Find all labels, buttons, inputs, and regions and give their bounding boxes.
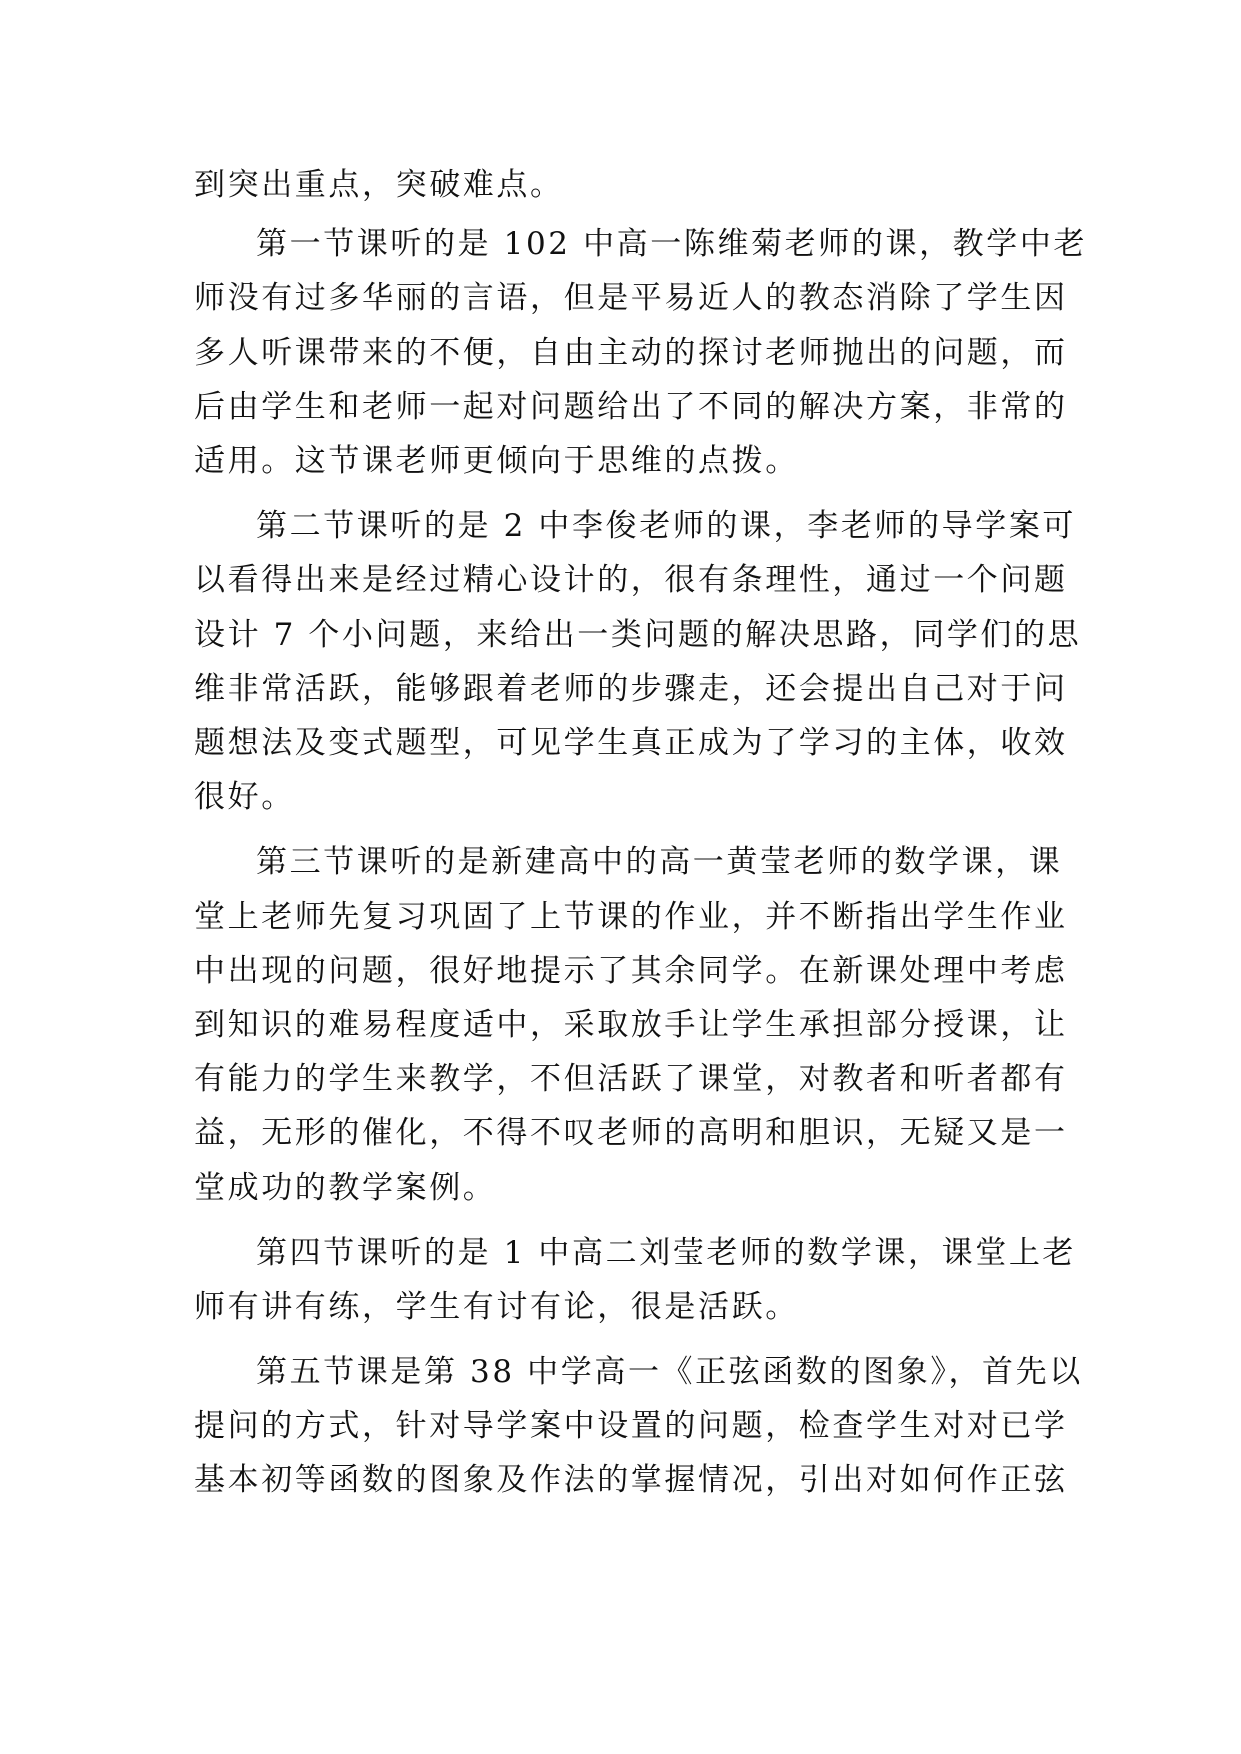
text-line: 设计 7 个小问题，来给出一类问题的解决思路，同学们的思 bbox=[194, 617, 1082, 653]
text-line: 维非常活跃，能够跟着老师的步骤走，还会提出自己对于问 bbox=[194, 671, 1068, 707]
text-line: 堂上老师先复习巩固了上节课的作业，并不断指出学生作业 bbox=[194, 899, 1068, 935]
text-line: 提问的方式，针对导学案中设置的问题，检查学生对对已学 bbox=[194, 1408, 1068, 1444]
text-line: 师有讲有练，学生有讨有论，很是活跃。 bbox=[194, 1289, 799, 1325]
text-line: 到突出重点，突破难点。 bbox=[194, 167, 564, 203]
text-line: 基本初等函数的图象及作法的掌握情况，引出对如何作正弦 bbox=[194, 1462, 1068, 1498]
paragraph-first-line: 第一节课听的是 102 中高一陈维菊老师的课，教学中老 bbox=[256, 226, 1088, 262]
paragraph-first-line: 第四节课听的是 1 中高二刘莹老师的数学课，课堂上老 bbox=[256, 1235, 1077, 1271]
text-line: 题想法及变式题型，可见学生真正成为了学习的主体，收效 bbox=[194, 725, 1068, 761]
paragraph-first-line: 第三节课听的是新建高中的高一黄莹老师的数学课，课 bbox=[256, 844, 1063, 880]
paragraph-first-line: 第五节课是第 38 中学高一《正弦函数的图象》，首先以 bbox=[256, 1354, 1083, 1390]
text-line: 多人听课带来的不便，自由主动的探讨老师抛出的问题，而 bbox=[194, 335, 1068, 371]
paragraph-first-line: 第二节课听的是 2 中李俊老师的课，李老师的导学案可 bbox=[256, 508, 1077, 544]
text-line: 到知识的难易程度适中，采取放手让学生承担部分授课，让 bbox=[194, 1007, 1068, 1043]
text-line: 适用。这节课老师更倾向于思维的点拨。 bbox=[194, 443, 799, 479]
text-line: 益，无形的催化，不得不叹老师的高明和胆识，无疑又是一 bbox=[194, 1115, 1068, 1151]
text-line: 后由学生和老师一起对问题给出了不同的解决方案，非常的 bbox=[194, 389, 1068, 425]
text-line: 中出现的问题，很好地提示了其余同学。在新课处理中考虑 bbox=[194, 953, 1068, 989]
text-line: 很好。 bbox=[194, 779, 295, 815]
text-line: 以看得出来是经过精心设计的，很有条理性，通过一个问题 bbox=[194, 562, 1068, 598]
text-line: 有能力的学生来教学，不但活跃了课堂，对教者和听者都有 bbox=[194, 1061, 1068, 1097]
text-line: 师没有过多华丽的言语，但是平易近人的教态消除了学生因 bbox=[194, 280, 1068, 316]
text-line: 堂成功的教学案例。 bbox=[194, 1170, 497, 1206]
